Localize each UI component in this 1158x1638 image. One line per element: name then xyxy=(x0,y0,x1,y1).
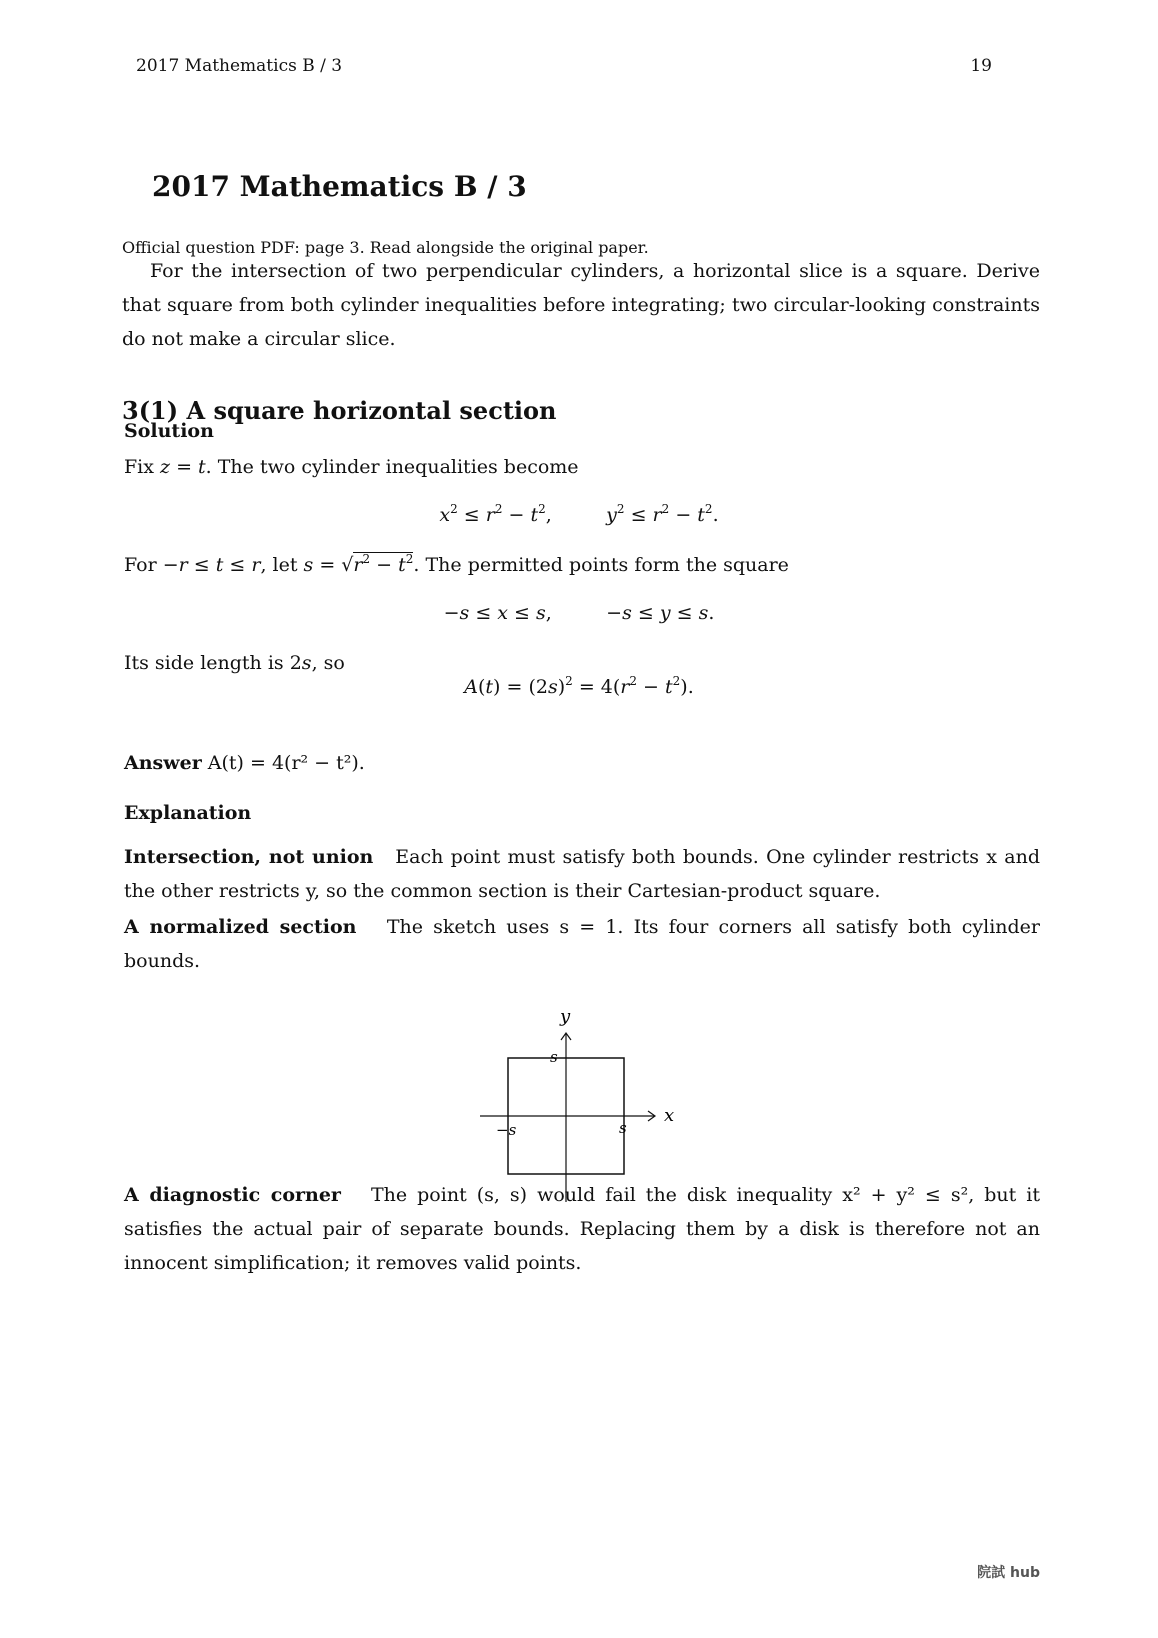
site-logo: 院試 hub xyxy=(977,1565,1040,1581)
explanation-label: Intersection, not union xyxy=(124,846,374,868)
section-heading: 3(1) A square horizontal section xyxy=(122,396,557,425)
equation-square: −s ≤ x ≤ s, −s ≤ y ≤ s. xyxy=(443,602,715,624)
equation-cylinders: $x^2 \le r^2 - t^2$, $y^2 \le r^2 - t^2$. xyxy=(439,502,719,526)
y-axis-label: y xyxy=(560,1006,571,1027)
explanation-heading: Explanation xyxy=(124,802,252,824)
explanation-item-3 xyxy=(124,1178,1040,1280)
x-axis-label: x xyxy=(664,1105,675,1126)
equation-area: $A(t) = (2s)^2 = 4(r^2 - t^2)$. xyxy=(464,674,694,698)
explanation-text: Each point must satisfy both bounds. One cylinder restricts x and the other restricts y, so the common section is their Cartesian-product square. xyxy=(124,846,1040,902)
right-side-label: s xyxy=(619,1119,627,1137)
intro-paragraph: For the intersection of two perpendicular cylinders, a horizontal slice is a square. Derive that square from both cylinder inequalities before integrating; two circular-looking constraints do not make a circular slice. xyxy=(122,260,1040,350)
explanation-item-2 xyxy=(124,910,1040,978)
answer-label: Answer xyxy=(124,752,202,774)
left-side-label: −s xyxy=(496,1121,517,1139)
page-number: 19 xyxy=(970,56,992,76)
answer-math: A(t) = 4(r² − t²). xyxy=(207,752,365,774)
solution-line-2: For −r ≤ t ≤ r, let $s = √r^2 - t^2$. The permitted points form the square xyxy=(124,552,789,576)
solution-heading: Solution xyxy=(124,420,214,442)
page-title: 2017 Mathematics B / 3 xyxy=(152,170,527,203)
explanation-text: The sketch uses s = 1. Its four corners all satisfy both cylinder bounds. xyxy=(124,916,1040,972)
source-note: Official question PDF: page 3. Read alongside the original paper. xyxy=(122,238,649,257)
solution-line-1: Fix z = t. The two cylinder inequalities become xyxy=(124,456,579,478)
explanation-item-1 xyxy=(124,840,1040,908)
solution-line-3: Its side length is 2s, so xyxy=(124,652,345,674)
explanation-label: A normalized section xyxy=(124,916,357,938)
answer-line xyxy=(124,752,365,774)
top-side-label: s xyxy=(550,1048,558,1066)
running-header: 2017 Mathematics B / 3 xyxy=(136,56,343,76)
explanation-text: The point (s, s) would fail the disk inequality x² + y² ≤ s², but it satisfies the actual pair of separate bounds. Replacing them by a disk is therefore not an innocent simplification; it removes valid points. xyxy=(124,1184,1041,1274)
explanation-label: A diagnostic corner xyxy=(124,1184,341,1206)
